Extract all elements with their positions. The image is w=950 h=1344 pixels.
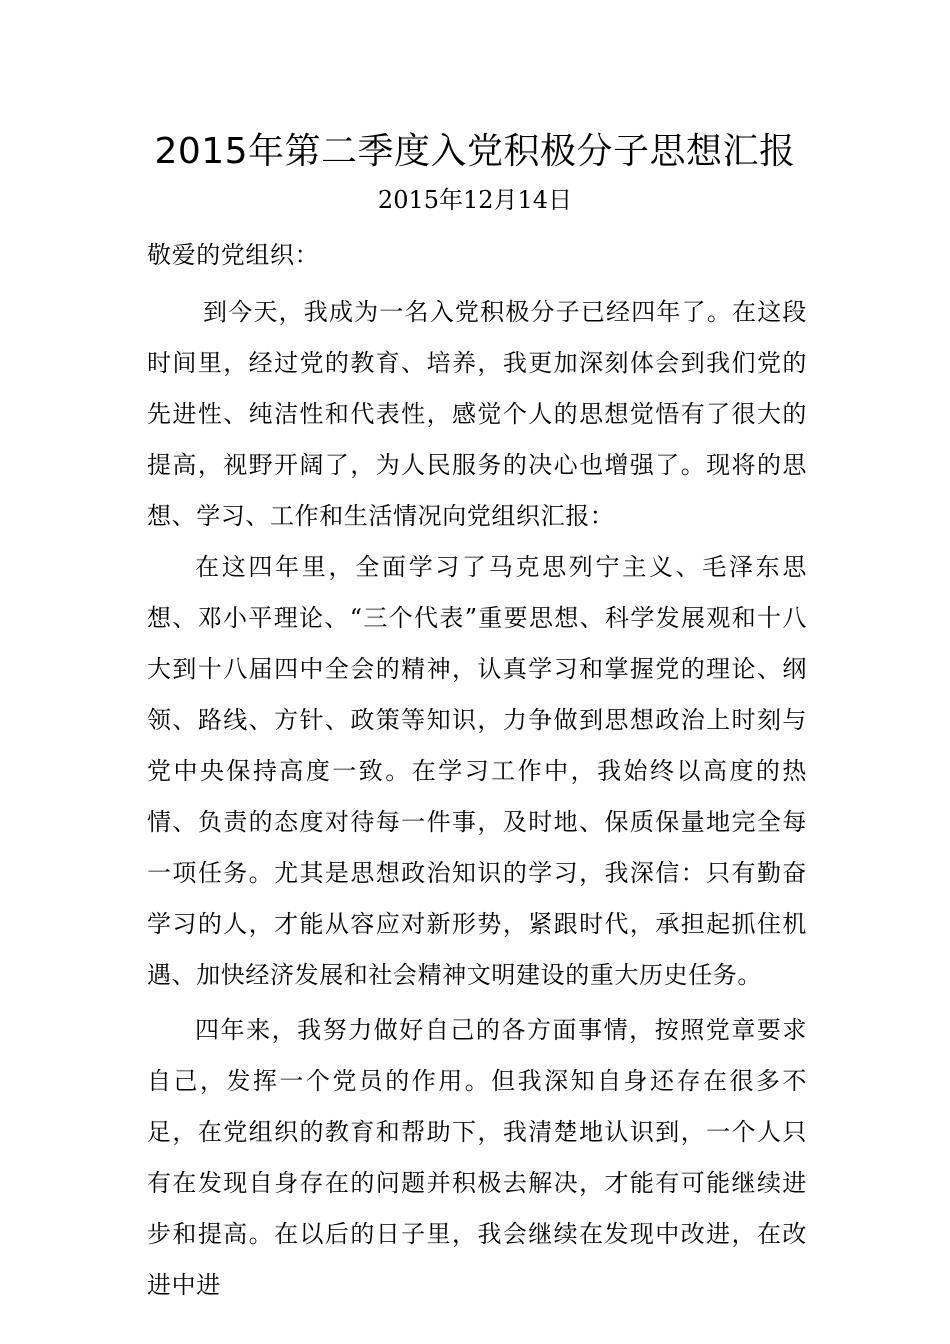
salutation: 敬爱的党组织： bbox=[147, 241, 320, 269]
paragraph: 到今天，我成为一名入党积极分子已经四年了。在这段时间里，经过党的教育、培养，我更加深刻体会到我们党的先进性、纯洁性和代表性，感觉个人的思想觉悟有了很大的提高，视野开阔了，为人民服务的决心也增强了。现将的思想、学习、工作和生活情况向党组织汇报： bbox=[147, 298, 807, 530]
document-body bbox=[147, 230, 807, 1311]
paragraph: 在这四年里，全面学习了马克思列宁主义、毛泽东思想、邓小平理论、“三个代表”重要思想、科学发展观和十八大到十八届四中全会的精神，认真学习和掌握党的理论、纲领、路线、方针、政策等知识，力争做到思想政治上时刻与党中央保持高度一致。在学习工作中，我始终以高度的热情、负责的态度对待每一件事，及时地、保质保量地完全每一项任务。尤其是思想政治知识的学习，我深信：只有勤奋学习的人，才能从容应对新形势，紧跟时代，承担起抓住机遇、加快经济发展和社会精神文明建设的重大历史任务。 bbox=[147, 553, 807, 989]
paragraph: 四年来，我努力做好自己的各方面事情，按照党章要求自己，发挥一个党员的作用。但我深知自身还存在很多不足，在党组织的教育和帮助下，我清楚地认识到，一个人只有在发现自身存在的问题并积极去解决，才能有可能继续进步和提高。在以后的日子里，我会继续在发现中改进，在改进中进 bbox=[147, 1016, 807, 1299]
document-title: 2015年第二季度入党积极分子思想汇报 bbox=[154, 131, 796, 172]
document-date: 2015年12月14日 bbox=[377, 186, 573, 214]
